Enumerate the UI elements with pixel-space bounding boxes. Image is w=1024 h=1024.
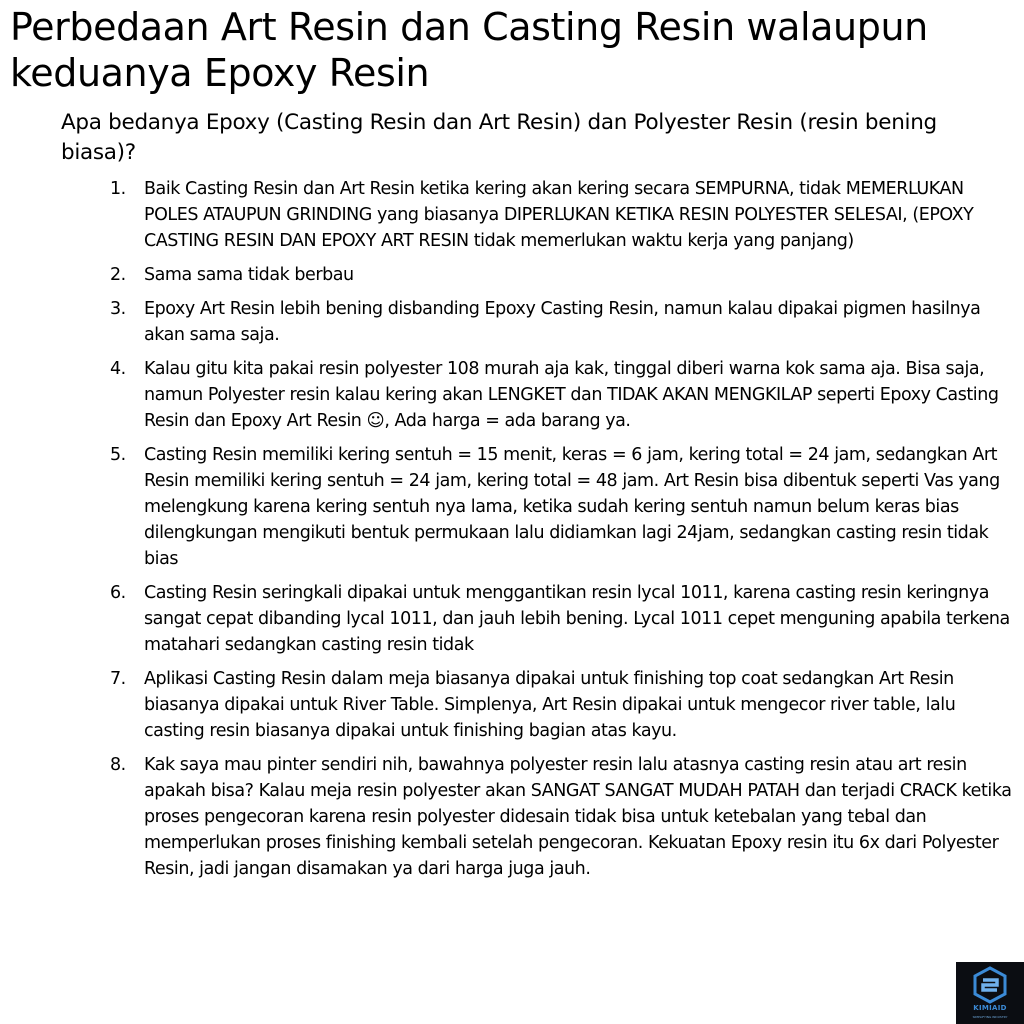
list-item-number: 7. <box>110 669 126 689</box>
list-item <box>0 296 1024 348</box>
list-item-number: 6. <box>110 583 126 603</box>
list-item-text: Baik Casting Resin dan Art Resin ketika kering akan kering secara SEMPURNA, tidak MEMERLUKAN POLES ATAUPUN GRINDING yang biasanya DIPERLUKAN KETIKA RESIN POLYESTER SELESAI, (EPOXY CASTING RESIN DAN EPOXY ART RESIN tidak memerlukan waktu kerja yang panjang) <box>144 179 974 251</box>
logo-wordmark: KIMIAID <box>973 1004 1007 1012</box>
list-item <box>0 752 1024 882</box>
list-item <box>0 262 1024 288</box>
list-item-text: Casting Resin seringkali dipakai untuk menggantikan resin lycal 1011, karena casting resin keringnya sangat cepat dibanding lycal 1011, dan jauh lebih bening. Lycal 1011 cepet menguning apabila terkena matahari sedangkan casting resin tidak <box>144 583 1010 655</box>
kimiaid-logo-icon <box>971 966 1009 1004</box>
list-item <box>0 580 1024 658</box>
list-item-number: 4. <box>110 359 126 379</box>
list-item-text: Epoxy Art Resin lebih bening disbanding Epoxy Casting Resin, namun kalau dipakai pigmen hasilnya akan sama saja. <box>144 299 981 345</box>
list-item-number: 3. <box>110 299 126 319</box>
list-item-number: 5. <box>110 445 126 465</box>
page-title: Perbedaan Art Resin dan Casting Resin walaupun keduanya Epoxy Resin <box>10 5 928 95</box>
logo-tagline: SIMPLIFYING INDUSTRY <box>972 1015 1008 1019</box>
list-item-number: 2. <box>110 265 126 285</box>
list-item-text: Kak saya mau pinter sendiri nih, bawahnya polyester resin lalu atasnya casting resin atau art resin apakah bisa? Kalau meja resin polyester akan SANGAT SANGAT MUDAH PATAH dan terjadi CRACK ketika proses pengecoran karena resin polyester didesain tidak bisa untuk ketebalan yang tebal dan memperlukan proses finishing kembali setelah pengecoran. Kekuatan Epoxy resin itu 6x dari Polyester Resin, jadi jangan disamakan ya dari harga juga jauh. <box>144 755 1012 879</box>
list-item-text: Sama sama tidak berbau <box>144 265 354 285</box>
numbered-list <box>0 176 1024 890</box>
list-item-number: 8. <box>110 755 126 775</box>
list-item-text: Aplikasi Casting Resin dalam meja biasanya dipakai untuk finishing top coat sedangkan Art Resin biasanya dipakai untuk River Table. Simplenya, Art Resin dipakai untuk mengecor river table, lalu casting resin biasanya dipakai untuk finishing bagian atas kayu. <box>144 669 956 741</box>
page-subtitle: Apa bedanya Epoxy (Casting Resin dan Art Resin) dan Polyester Resin (resin bening biasa)? <box>61 110 937 165</box>
list-item <box>0 442 1024 572</box>
kimiaid-logo <box>956 962 1024 1024</box>
list-item-number: 1. <box>110 179 126 199</box>
list-item <box>0 176 1024 254</box>
list-item-text: Casting Resin memiliki kering sentuh = 15 menit, keras = 6 jam, kering total = 24 jam, sedangkan Art Resin memiliki kering sentuh = 24 jam, kering total = 48 jam. Art Resin bisa dibentuk seperti Vas yang melengkung karena kering sentuh nya lama, ketika sudah kering sentuh namun belum keras bias dilengkungan mengikuti bentuk permukaan lalu didiamkan lagi 24jam, sedangkan casting resin tidak bias <box>144 445 1000 569</box>
list-item <box>0 356 1024 434</box>
list-item <box>0 666 1024 744</box>
list-item-text: Kalau gitu kita pakai resin polyester 108 murah aja kak, tinggal diberi warna kok sama aja. Bisa saja, namun Polyester resin kalau kering akan LENGKET dan TIDAK AKAN MENGKILAP seperti Epoxy Casting Resin dan Epoxy Art Resin ☺, Ada harga = ada barang ya. <box>144 359 999 431</box>
